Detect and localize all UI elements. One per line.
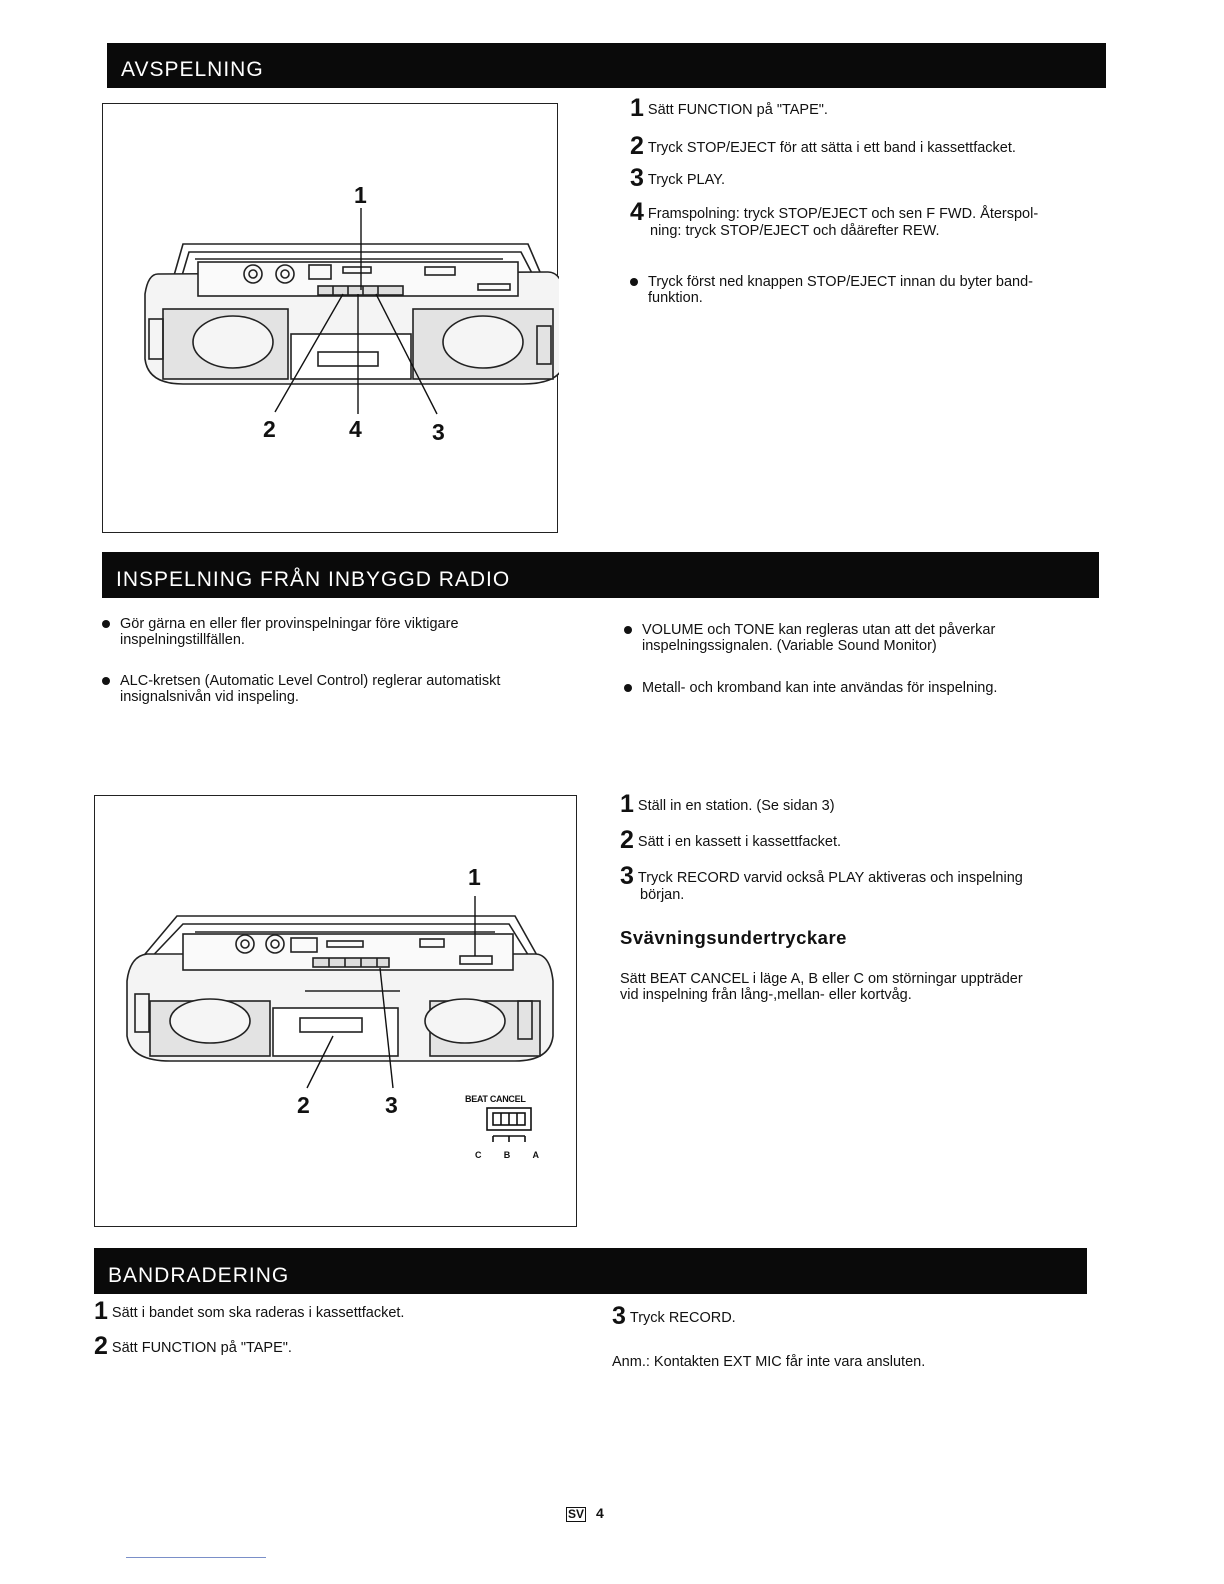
section-header-bandradering bbox=[94, 1248, 1087, 1294]
recording-bullet-4: Metall- och kromband kan inte användas för inspelning. bbox=[624, 680, 1104, 696]
playback-step-1: 1 Sätt FUNCTION på "TAPE". bbox=[630, 94, 828, 122]
playback-step-4: 4 Framspolning: tryck STOP/EJECT och sen F FWD. Återspol- ning: tryck STOP/EJECT och dåärefter REW. bbox=[630, 198, 1039, 239]
bullet-icon bbox=[102, 677, 110, 685]
callout-1: 1 bbox=[354, 182, 367, 208]
bullet-icon bbox=[102, 620, 110, 628]
recording-bullet-3: VOLUME och TONE kan regleras utan att det påverkar inspelningssignalen. (Variable Sound Monitor) bbox=[624, 622, 1104, 654]
erase-step-1: 1 Sätt i bandet som ska raderas i kassettfacket. bbox=[94, 1297, 405, 1325]
recording-bullet-1: Gör gärna en eller fler provinspelningar före viktigare inspelningstillfällen. bbox=[102, 616, 590, 648]
erase-step-3: 3 Tryck RECORD. bbox=[612, 1302, 736, 1330]
callout-3: 3 bbox=[385, 1092, 398, 1118]
beat-cancel-text: Sätt BEAT CANCEL i läge A, B eller C om störningar uppträder vid inspelning från lång-,mellan- eller kortvåg. bbox=[620, 971, 1023, 1003]
erase-note: Anm.: Kontakten EXT MIC får inte vara ansluten. bbox=[612, 1354, 926, 1370]
playback-step-3: 3 Tryck PLAY. bbox=[630, 164, 725, 192]
language-badge: SV bbox=[568, 1507, 585, 1521]
section-title: BANDRADERING bbox=[108, 1264, 290, 1287]
section-title: AVSPELNING bbox=[121, 58, 264, 81]
callout-2: 2 bbox=[297, 1092, 310, 1118]
page-footer bbox=[566, 1505, 604, 1522]
section-header-avspelning bbox=[107, 43, 1106, 88]
bullet-icon bbox=[624, 626, 632, 634]
recording-step-2: 2 Sätt i en kassett i kassettfacket. bbox=[620, 826, 841, 854]
callout-2: 2 bbox=[263, 416, 276, 442]
section-header-inspelning bbox=[102, 552, 1099, 598]
page-number: 4 bbox=[596, 1505, 604, 1521]
recording-step-3: 3 Tryck RECORD varvid också PLAY aktiveras och inspelning början. bbox=[620, 862, 1023, 903]
recording-step-1: 1 Ställ in en station. (Se sidan 3) bbox=[620, 790, 835, 818]
section-title: INSPELNING FRÅN INBYGGD RADIO bbox=[116, 568, 511, 591]
callout-1: 1 bbox=[468, 864, 481, 890]
bullet-icon bbox=[624, 684, 632, 692]
boombox-illustration bbox=[103, 104, 559, 534]
recording-bullet-2: ALC-kretsen (Automatic Level Control) reglerar automatiskt insignalsnivån vid inspeling. bbox=[102, 673, 590, 705]
playback-note: Tryck först ned knappen STOP/EJECT innan du byter band- funktion. bbox=[630, 274, 1110, 306]
position-b: B bbox=[503, 1150, 511, 1160]
boombox-illustration bbox=[95, 796, 578, 1228]
callout-4: 4 bbox=[349, 416, 362, 442]
figure-recording bbox=[94, 795, 577, 1227]
beat-cancel-label: BEAT CANCEL bbox=[465, 1094, 526, 1104]
footer-rule bbox=[126, 1557, 266, 1558]
position-c: C bbox=[475, 1150, 482, 1160]
beat-cancel-heading: Svävningsundertryckare bbox=[620, 927, 847, 948]
beat-cancel-positions bbox=[475, 1150, 539, 1160]
figure-playback bbox=[102, 103, 558, 533]
playback-step-2: 2 Tryck STOP/EJECT för att sätta i ett band i kassettfacket. bbox=[630, 132, 1016, 160]
erase-step-2: 2 Sätt FUNCTION på "TAPE". bbox=[94, 1332, 292, 1360]
position-a: A bbox=[532, 1150, 539, 1160]
callout-3: 3 bbox=[432, 419, 445, 445]
bullet-icon bbox=[630, 278, 638, 286]
